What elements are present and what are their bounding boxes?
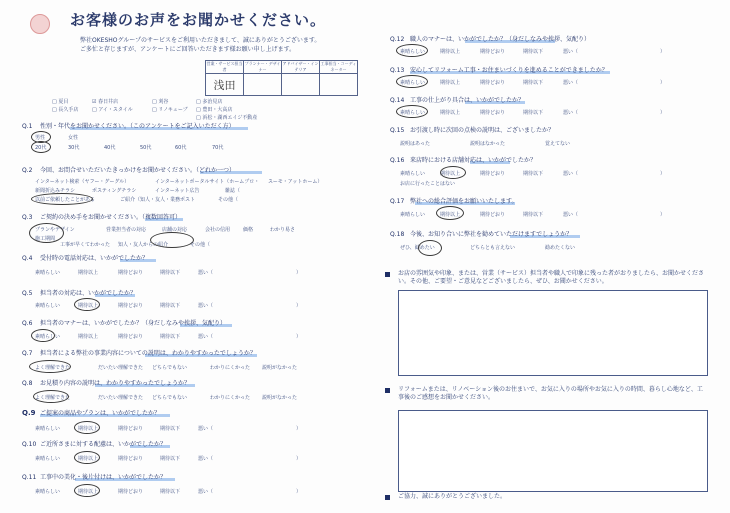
q18-opt-3[interactable]: 勧めたくない [545,245,576,251]
q2-opt-magazine[interactable]: 雑誌（ [225,188,241,194]
q6-opt-3[interactable]: 期待どおり [118,334,144,340]
q1-age-50[interactable]: 50代 [140,145,152,151]
q4-opt-2[interactable]: 期待以上 [78,270,99,276]
staff-header-construction: 工事担当・コーディネーター [320,61,357,72]
intro-line-2: ご多忙と存じますが、アンケートにご回答いただきます様お願い申し上げます。 [80,46,296,53]
q9-opt-5[interactable]: 悪い（ [198,426,214,432]
logo-icon [30,14,50,34]
q7-text: 担当者による弊社の事業内容についての説明は、わかりやすかったでしょうか？ [40,350,256,357]
q14-opt-4[interactable]: 期待以下 [523,110,544,116]
q3-opt-design[interactable]: プランやデザイン [35,227,75,233]
q2-opt-net-ad[interactable]: インターネット広告 [155,188,200,194]
q13-opt-1[interactable]: 素晴らしい [400,80,426,86]
free-comment-2-box[interactable] [398,410,708,492]
q6-opt-close: ） [296,334,302,340]
q9-opt-1[interactable]: 素晴らしい [35,426,61,432]
q6-opt-1[interactable]: 素晴らしい [35,334,61,340]
q2-opt-previous[interactable]: 以前ご依頼したことがある [35,197,96,203]
q13-opt-close: ） [660,80,666,86]
q11-opt-5[interactable]: 悪い（ [198,489,214,495]
q6-opt-5[interactable]: 悪い（ [198,334,214,340]
q17-opt-2[interactable]: 期待以上 [440,212,461,218]
q10-label: Q.10 [22,441,37,448]
q6-opt-2[interactable]: 期待以上 [78,334,99,340]
q2-opt-search[interactable]: インターネット検索（ヤフー・グーグル） [35,179,130,185]
q2-opt-referral[interactable]: ご紹介（知人・友人・業務ポスト [120,197,196,203]
q8-text: お見積り内容の説明は、わかりやすかったでしょうか？ [40,380,191,387]
bullet-square-icon [385,388,390,393]
q18-text: 今後、お知り合いに弊社を勧めていただけますでしょうか？ [410,231,573,238]
intro-line-1: 弊社OKESHOグループのサービスをご利用いただきまして、誠にありがとうございます。 [80,37,321,44]
q17-opt-1[interactable]: 素晴らしい [400,212,426,218]
staff-header-advisor: アドバイザー・インテリア [282,61,319,72]
q7-opt-3[interactable]: どちらでもない [152,365,187,371]
q4-opt-5[interactable]: 悪い（ [198,270,214,276]
q9-text: ご提案の商品やプランは、いかがでしたか？ [40,410,161,417]
q11-label: Q.11 [22,474,37,481]
q9-opt-3[interactable]: 期待どおり [118,426,144,432]
q17-opt-3[interactable]: 期待どおり [480,212,506,218]
q16-opt-5[interactable]: 悪い（ [563,171,579,177]
q16-text: 来店時における店舗対応は、いかがでしたか？ [410,157,537,164]
q14-opt-3[interactable]: 期待どおり [480,110,506,116]
q1-age-60[interactable]: 60代 [175,145,187,151]
store-label: 浜松・湖西エイジ不動産 [202,115,258,121]
q6-opt-4[interactable]: 期待以下 [160,334,181,340]
bullet-square-icon [385,495,390,500]
q17-text: 弊社への総合評価をお願いいたします。 [410,198,518,205]
q5-opt-3[interactable]: 期待どおり [118,303,144,309]
store-check-9[interactable]: □ 浜松・湖西エイジ不動産 [196,115,258,121]
q10-opt-4[interactable]: 期待以下 [160,456,181,462]
q12-opt-2[interactable]: 期待以上 [440,49,461,55]
q10-opt-2[interactable]: 期待以上 [78,456,99,462]
q6-text: 担当者のマナーは、いかがでしたか？（身だしなみや挨拶、気配り） [40,320,227,327]
store-check-2[interactable]: □ 長久手店 [52,107,79,113]
q16-opt-3[interactable]: 期待どおり [480,171,506,177]
store-label: アイ・スタイル [98,107,133,113]
q8-opt-5[interactable]: 説明がなかった [262,395,298,401]
q17-opt-5[interactable]: 悪い（ [563,212,579,218]
q8-label: Q.8 [22,380,33,387]
q14-text: 工事の仕上がり具合は、いかがでしたか？ [410,97,525,104]
store-check-5[interactable]: □ 刈谷 [152,99,169,105]
q1-age-40[interactable]: 40代 [104,145,116,151]
q1-gender-female[interactable]: 女性 [68,135,79,141]
q3-opt-intro[interactable]: 知人・友人からの紹介 [118,242,169,248]
q12-opt-1[interactable]: 素晴らしい [400,49,426,55]
q13-opt-4[interactable]: 期待以下 [523,80,544,86]
q2-opt-posting[interactable]: ポスティングチラシ [92,188,137,194]
q13-opt-5[interactable]: 悪い（ [563,80,579,86]
q5-label: Q.5 [22,290,33,297]
q9-opt-4[interactable]: 期待以下 [160,426,181,432]
staff-advisor-cell[interactable] [282,74,320,96]
q9-label: Q.9 [22,409,36,417]
store-label: 春日井店 [98,99,119,105]
q8-opt-2[interactable]: だいたい理解できた [98,395,144,401]
bullet-square-icon [385,272,390,277]
q15-label: Q.15 [390,127,405,134]
staff-construction-cell[interactable] [320,74,358,96]
q13-opt-3[interactable]: 期待どおり [480,80,506,86]
q5-text: 担当者の対応は、いかがでしたか？ [40,290,137,297]
q1-age-20[interactable]: 20代 [35,145,47,151]
q12-opt-4[interactable]: 期待以下 [523,49,544,55]
q1-age-30[interactable]: 30代 [68,145,80,151]
store-check-4[interactable]: □ アイ・スタイル [92,107,133,113]
q7-label: Q.7 [22,350,33,357]
q8-opt-3[interactable]: どちらでもない [152,395,187,401]
q16-opt-1[interactable]: 素晴らしい [400,171,426,177]
q13-label: Q.13 [390,67,405,74]
store-label: 多治見店 [202,99,223,105]
q14-opt-5[interactable]: 悪い（ [563,110,579,116]
q11-opt-close: ） [296,489,302,495]
staff-header-sales: 営業・サービス担当者 [206,61,243,72]
store-check-8[interactable]: □ 豊田・大高店 [196,107,233,113]
staff-table [205,60,358,96]
q12-opt-close: ） [660,49,666,55]
survey-title: お客様のお声をお聞かせください。 [70,11,327,29]
q16-opt-2[interactable]: 期待以上 [440,171,461,177]
q14-opt-2[interactable]: 期待以上 [440,110,461,116]
q16-opt-4[interactable]: 期待以下 [523,171,544,177]
q17-label: Q.17 [390,198,405,205]
q10-opt-close: ） [296,456,302,462]
q14-opt-close: ） [660,110,666,116]
q5-opt-5[interactable]: 悪い（ [198,303,214,309]
q16-opt-never[interactable]: お店に行ったことはない [400,181,456,187]
q1-age-70[interactable]: 70代 [212,145,224,151]
q5-opt-close: ） [296,303,302,309]
q18-opt-2[interactable]: どちらとも言えない [470,245,516,251]
q11-opt-2[interactable]: 期待以上 [78,489,99,495]
q12-opt-5[interactable]: 悪い（ [563,49,579,55]
q3-label: Q.3 [22,214,33,221]
q15-opt-3[interactable]: 覚えてない [545,141,571,147]
store-check-1[interactable]: □ 夏目 [52,99,69,105]
q3-opt-sales[interactable]: 営業担当者の対応 [106,227,147,233]
q1-gender-male[interactable]: 男性 [35,135,46,141]
q6-label: Q.6 [22,320,33,327]
q5-opt-4[interactable]: 期待以下 [160,303,181,309]
q18-label: Q.18 [390,231,405,238]
q14-opt-1[interactable]: 素晴らしい [400,110,426,116]
staff-header-planner: プランナー・デザイナー [244,61,281,72]
q14-label: Q.14 [390,97,405,104]
q4-opt-3[interactable]: 期待どおり [118,270,144,276]
q17-opt-4[interactable]: 期待以下 [523,212,544,218]
q3-opt-trust[interactable]: 会社の信用 [205,227,231,233]
q2-opt-newspaper[interactable]: 新聞折込みチラシ [35,188,76,194]
q3-opt-store[interactable]: 店舗の対応 [162,227,188,233]
free-comment-1-prompt: お店の雰囲気や印象、または、営業（サービス）担当者や職人で印象に残った者がおりましたら、お聞かせください。その他、ご要望・ご意見などございましたら、ぜひ、お聞かせください。 [398,270,705,285]
q5-opt-2[interactable]: 期待以上 [78,303,99,309]
q7-opt-5[interactable]: 説明がなかった [262,365,298,371]
q9-opt-2[interactable]: 期待以上 [78,426,99,432]
q16-label: Q.16 [390,157,405,164]
q10-text: ご近所さまに対する配慮は、いかがでしたか？ [40,441,167,448]
q16-opt-close: ） [660,171,666,177]
q3-opt-clarity[interactable]: わかり易さ [270,227,296,233]
free-comment-2-prompt: リフォームまたは、リノベーション後のお住まいで、お気に入りの場所やお気に入りの時間、暮らし心地など、工事後のご感想をお聞かせください。 [398,386,703,401]
q9-opt-close: ） [296,426,302,432]
q11-opt-1[interactable]: 素晴らしい [35,489,61,495]
store-label: 刈谷 [158,99,169,105]
q12-text: 職人のマナーは、いかがでしたか？（身だしなみや挨拶、気配り） [410,36,591,43]
q11-opt-3[interactable]: 期待どおり [118,489,144,495]
q10-opt-1[interactable]: 素晴らしい [35,456,61,462]
thanks-text: ご協力、誠にありがとうございました。 [398,493,507,500]
q15-opt-1[interactable]: 説明はあった [400,141,430,147]
q12-opt-3[interactable]: 期待どおり [480,49,506,55]
q13-opt-2[interactable]: 期待以上 [440,80,461,86]
q3-text: ご契約の決め手をお聞かせください。（複数回答可） [40,214,182,221]
q5-opt-1[interactable]: 素晴らしい [35,303,61,309]
q7-opt-1[interactable]: よく理解できた [35,365,71,371]
q11-text: 工事中の美化・後片付けは、いかがでしたか？ [40,474,167,481]
q13-text: 安心してリフォーム工事・お住まいづくりを進めることができましたか？ [410,67,608,74]
store-label: リノキューブ [158,107,188,113]
store-check-7[interactable]: □ 多治見店 [196,99,223,105]
q15-text: お引渡し時に次回の点検の説明は、ございましたか？ [410,127,555,134]
q12-label: Q.12 [390,36,405,43]
q4-opt-4[interactable]: 期待以下 [160,270,181,276]
q7-opt-4[interactable]: わかりにくかった [210,365,251,371]
q1-label: Q.1 [22,123,33,130]
q10-opt-3[interactable]: 期待どおり [118,456,144,462]
q2-text: 今回、お問合せいただいたきっかけをお聞かせください。（どれか一つ） [40,167,236,174]
q15-opt-2[interactable]: 説明はなかった [470,141,506,147]
q3-opt-period[interactable]: 施工期間 [35,236,56,242]
q11-opt-4[interactable]: 期待以下 [160,489,181,495]
q2-opt-other[interactable]: その他（ [218,197,239,203]
free-comment-1-box[interactable] [398,290,708,376]
q10-opt-5[interactable]: 悪い（ [198,456,214,462]
staff-name-cell[interactable] [206,74,244,96]
q8-opt-1[interactable]: よく理解できた [35,395,71,401]
q3-opt-fast[interactable]: 工事が早くてわかった [60,242,111,248]
store-label: 豊田・大高店 [202,107,233,113]
q4-text: 受付時の電話対応は、いかがでしたか？ [40,255,149,262]
store-check-3[interactable]: ☑ 春日井店 [92,99,119,105]
q2-opt-portal-2[interactable]: スーモ・アットホーム） [268,179,323,185]
q3-opt-other[interactable]: その他（ [190,242,211,248]
q2-label: Q.2 [22,167,33,174]
q3-opt-price[interactable]: 価格 [243,227,254,233]
q7-opt-2[interactable]: だいたい理解できた [98,365,144,371]
store-check-6[interactable]: □ リノキューブ [152,107,188,113]
q4-label: Q.4 [22,255,33,262]
q18-opt-1[interactable]: ぜひ、勧めたい [400,245,435,251]
staff-name-handwritten: 浅田 [213,78,236,92]
staff-planner-cell[interactable] [244,74,282,96]
q1-text: 性別・年代をお聞かせください。（このアンケートをご記入いただく方） [40,123,235,130]
q4-opt-close: ） [296,270,302,276]
q17-opt-close: ） [660,212,666,218]
q8-opt-4[interactable]: わかりにくかった [210,395,251,401]
q2-opt-portal[interactable]: インターネットポータルサイト（ホームプロ・ [155,179,260,185]
store-label: 長久手店 [58,107,79,113]
q4-opt-1[interactable]: 素晴らしい [35,270,61,276]
store-label: 夏目 [58,99,69,105]
